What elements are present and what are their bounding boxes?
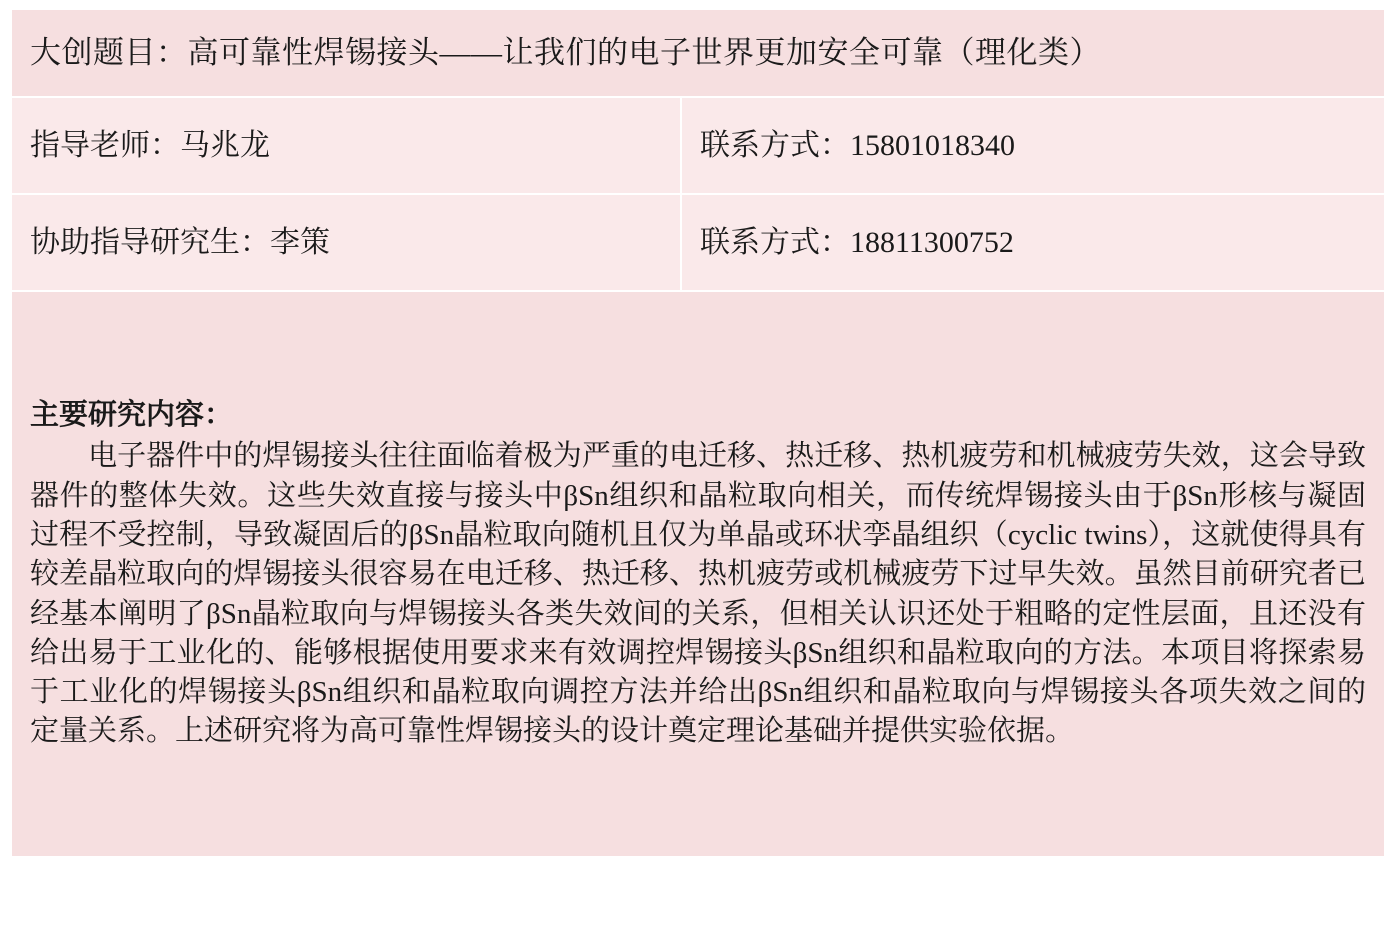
title-cell <box>11 9 1385 97</box>
project-info-table <box>10 8 1386 858</box>
table-row-teacher <box>11 97 1385 194</box>
assistant-name-cell <box>11 194 681 291</box>
assistant-name-label: 协助指导研究生：李策 <box>30 226 330 259</box>
project-title: 大创题目：高可靠性焊锡接头——让我们的电子世界更加安全可靠（理化类） <box>30 34 1101 70</box>
table-row-content <box>11 291 1385 857</box>
teacher-name-cell <box>11 97 681 194</box>
table-row-assistant <box>11 194 1385 291</box>
teacher-name-label: 指导老师：马兆龙 <box>30 129 270 162</box>
assistant-contact-label: 联系方式：18811300752 <box>700 226 1014 259</box>
assistant-contact-cell <box>681 194 1385 291</box>
content-heading: 主要研究内容： <box>30 399 234 432</box>
teacher-contact-label: 联系方式：15801018340 <box>700 129 1015 162</box>
content-cell <box>11 291 1385 857</box>
content-body-text: 电子器件中的焊锡接头往往面临着极为严重的电迁移、热迁移、热机疲劳和机械疲劳失效，这会导致器件的整体失效。这些失效直接与接头中βSn组织和晶粒取向相关，而传统焊锡接头由于βSn形核与凝固过程不受控制，导致凝固后的βSn晶粒取向随机且仅为单晶或环状孪晶组织（cyclic twins），这就使得具有较差晶粒取向的焊锡接头很容易在电迁移、热迁移、热机疲劳或机械疲劳下过早失效。虽然目前研究者已经基本阐明了βSn晶粒取向与焊锡接头各类失效间的关系，但相关认识还处于粗略的定性层面，且还没有给出易于工业化的、能够根据使用要求来有效调控焊锡接头βSn组织和晶粒取向的方法。本项目将探索易于工业化的焊锡接头βSn组织和晶粒取向调控方法并给出βSn组织和晶粒取向与焊锡接头各项失效之间的定量关系。上述研究将为高可靠性焊锡接头的设计奠定理论基础并提供实验依据。 <box>30 440 1366 748</box>
table-row-title <box>11 9 1385 97</box>
teacher-contact-cell <box>681 97 1385 194</box>
